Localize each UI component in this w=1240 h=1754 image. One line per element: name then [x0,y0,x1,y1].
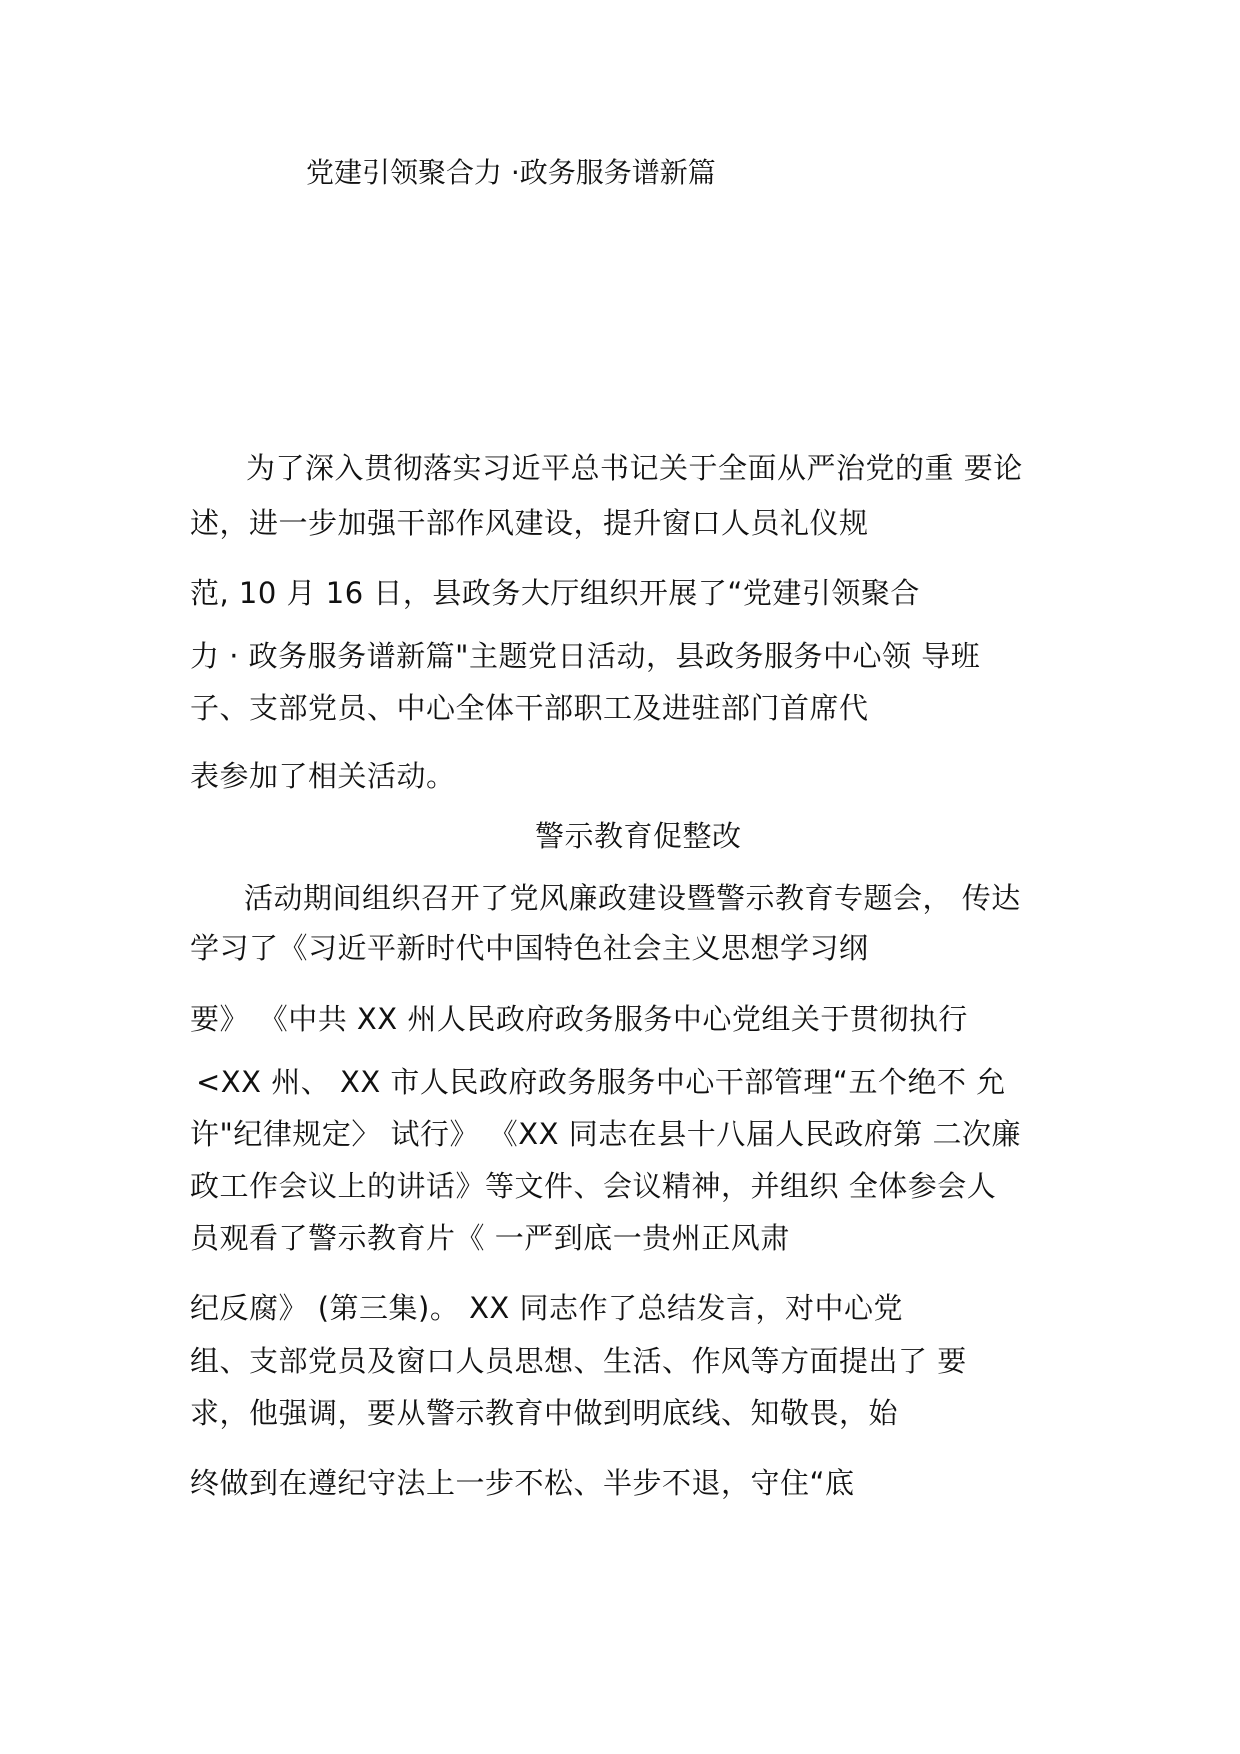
paragraph-line: <XX 州、 XX 市人民政府政务服务中心干部管理“五个绝不 允 [196,1065,1006,1099]
paragraph-line: 述，进一步加强干部作风建设，提升窗口人员礼仪规 [190,506,869,540]
paragraph-line: 表参加了相关活动。 [190,759,456,793]
paragraph-line: 求，他强调，要从警示教育中做到明底线、知敬畏，始 [190,1396,899,1430]
paragraph-line: 组、支部党员及窗口人员思想、生活、作风等方面提出了 要 [190,1344,967,1378]
paragraph-line: 员观看了警示教育片《 一严到底一贵州正风肃 [190,1221,790,1255]
section-heading: 警示教育促整改 [535,819,742,853]
paragraph-line: 力 · 政务服务谱新篇"主题党日活动，县政务服务中心领 导班 [190,639,981,673]
paragraph-line: 要》 《中共 XX 州人民政府政务服务中心党组关于贯彻执行 [190,1002,968,1036]
paragraph-line: 范, 10 月 16 日，县政务大厅组织开展了“党建引领聚合 [190,576,920,610]
paragraph-line: 终做到在遵纪守法上一步不松、半步不退，守住“底 [190,1466,855,1500]
paragraph-line: 政工作会议上的讲话》等文件、会议精神，并组织 全体参会人 [190,1169,997,1203]
paragraph-line: 学习了《习近平新时代中国特色社会主义思想学习纲 [190,931,869,965]
paragraph-line: 许"纪律规定〉 试行》 《XX 同志在县十八届人民政府第 二次廉 [190,1117,1021,1151]
paragraph-line: 为了深入贯彻落实习近平总书记关于全面从严治党的重 要论 [246,451,1023,485]
paragraph-line: 子、支部党员、中心全体干部职工及进驻部门首席代 [190,691,869,725]
paragraph-line: 纪反腐》 (第三集)。 XX 同志作了总结发言，对中心党 [190,1291,904,1325]
paragraph-line: 活动期间组织召开了党风廉政建设暨警示教育专题会， 传达 [244,881,1021,915]
document-title: 党建引领聚合力 ·政务服务谱新篇 [306,156,716,189]
